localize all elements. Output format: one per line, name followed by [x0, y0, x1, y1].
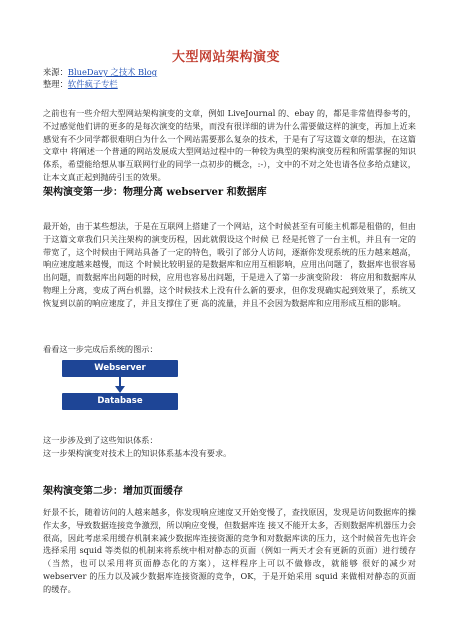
- editor-label: 整理：: [43, 79, 68, 89]
- webserver-box: Webserver: [62, 360, 178, 377]
- source-label: 来源：: [43, 67, 68, 77]
- section2-body: 好景不长，随着访问的人越来越多，你发现响应速度又开始变慢了，查找原因，发现是访问数据库的操作太多，导致数据连接竞争激烈，所以响应变慢，但数据库连 接又不能开太多，否则数据库机器压力会很高，因此考虑采用缓存机制来减少数据库连接资源的竞争和对数据库读的压力，这个时候首先也许会选择采用 squid 等类似的机制来将系统中相对静态的页面（例如一两天才会有更新的页面）进行缓存（当然，也可以采用将页面静态化的方案），这样程序上可以不做修改，就能够 很好的减少对 webserver 的压力以及减少数据库连接资源的竞争，OK，于是开始采用 squid 来做相对静态的页面的缓存。: [43, 507, 416, 594]
- knowledge-line: 这一步涉及到了这些知识体系：: [43, 435, 158, 445]
- source-line: [43, 66, 157, 78]
- section1-body: 最开始，由于某些想法，于是在互联网上搭建了一个网站，这个时候甚至有可能主机都是租借的，但由于这篇文章我们只关注架构的演变历程，因此就假设这个时候 已 经是托管了一台主机，并且有一定的带宽了，这个时候由于网站具备了一定的特色，吸引了部分人访问，逐渐你发现系统的压力越来越高，响应速度越来越慢，而这 个时候比较明显的是数据库和应用互相影响，应用出问题了，数据库也很容易出问题，而数据库出问题的时候，应用也容易出问题，于是进入了第一步演变阶段： 将应用和数据库从物理上分离，变成了两台机器，这个时候技术上没有什么新的要求，但你发现确实起到效果了，系统又恢复到以前的响应速度了，并且支撑住了更 高的流量，并且不会因为数据库和应用形成互相的影响。: [43, 221, 416, 308]
- requirement-line: 这一步架构演变对技术上的知识体系基本没有要求。: [43, 448, 232, 458]
- intro-paragraph: 之前也有一些介绍大型网站架构演变的文章，例如 LiveJournal 的、ebay 的，都是非常值得参考的，不过感觉他们讲的更多的是每次演变的结果，而没有很详细的讲为什么需要做这样的演变，再加上近来感觉有不少同学都很难明白为什么一个网站需要那么复杂的技术，于是有了写这篇文章的想法，在这篇文章中 将阐述一个普通的网站发展成大型网站过程中的一种较为典型的架构演变历程和所需掌握的知识体系，希望能给想从事互联网行业的同学一点初步的概念，:-），文中的不对之处也请各位多给点建议，让本文真正起到抛砖引玉的效果。: [43, 108, 416, 182]
- arrow-down-icon: [114, 376, 126, 394]
- diagram-intro: 看看这一步完成后系统的图示：: [43, 344, 158, 354]
- section2-heading: 架构演变第二步：增加页面缓存: [43, 486, 183, 497]
- section1-heading: 架构演变第一步：物理分离 webserver 和数据库: [43, 187, 267, 198]
- architecture-diagram: [62, 360, 178, 416]
- page-title: 大型网站架构演变: [171, 50, 280, 65]
- source-link[interactable]: BlueDavy 之技术 Blog: [67, 67, 158, 77]
- editor-line: [43, 78, 118, 90]
- editor-link[interactable]: 软件疯子专栏: [67, 79, 118, 89]
- database-box: Database: [62, 393, 178, 410]
